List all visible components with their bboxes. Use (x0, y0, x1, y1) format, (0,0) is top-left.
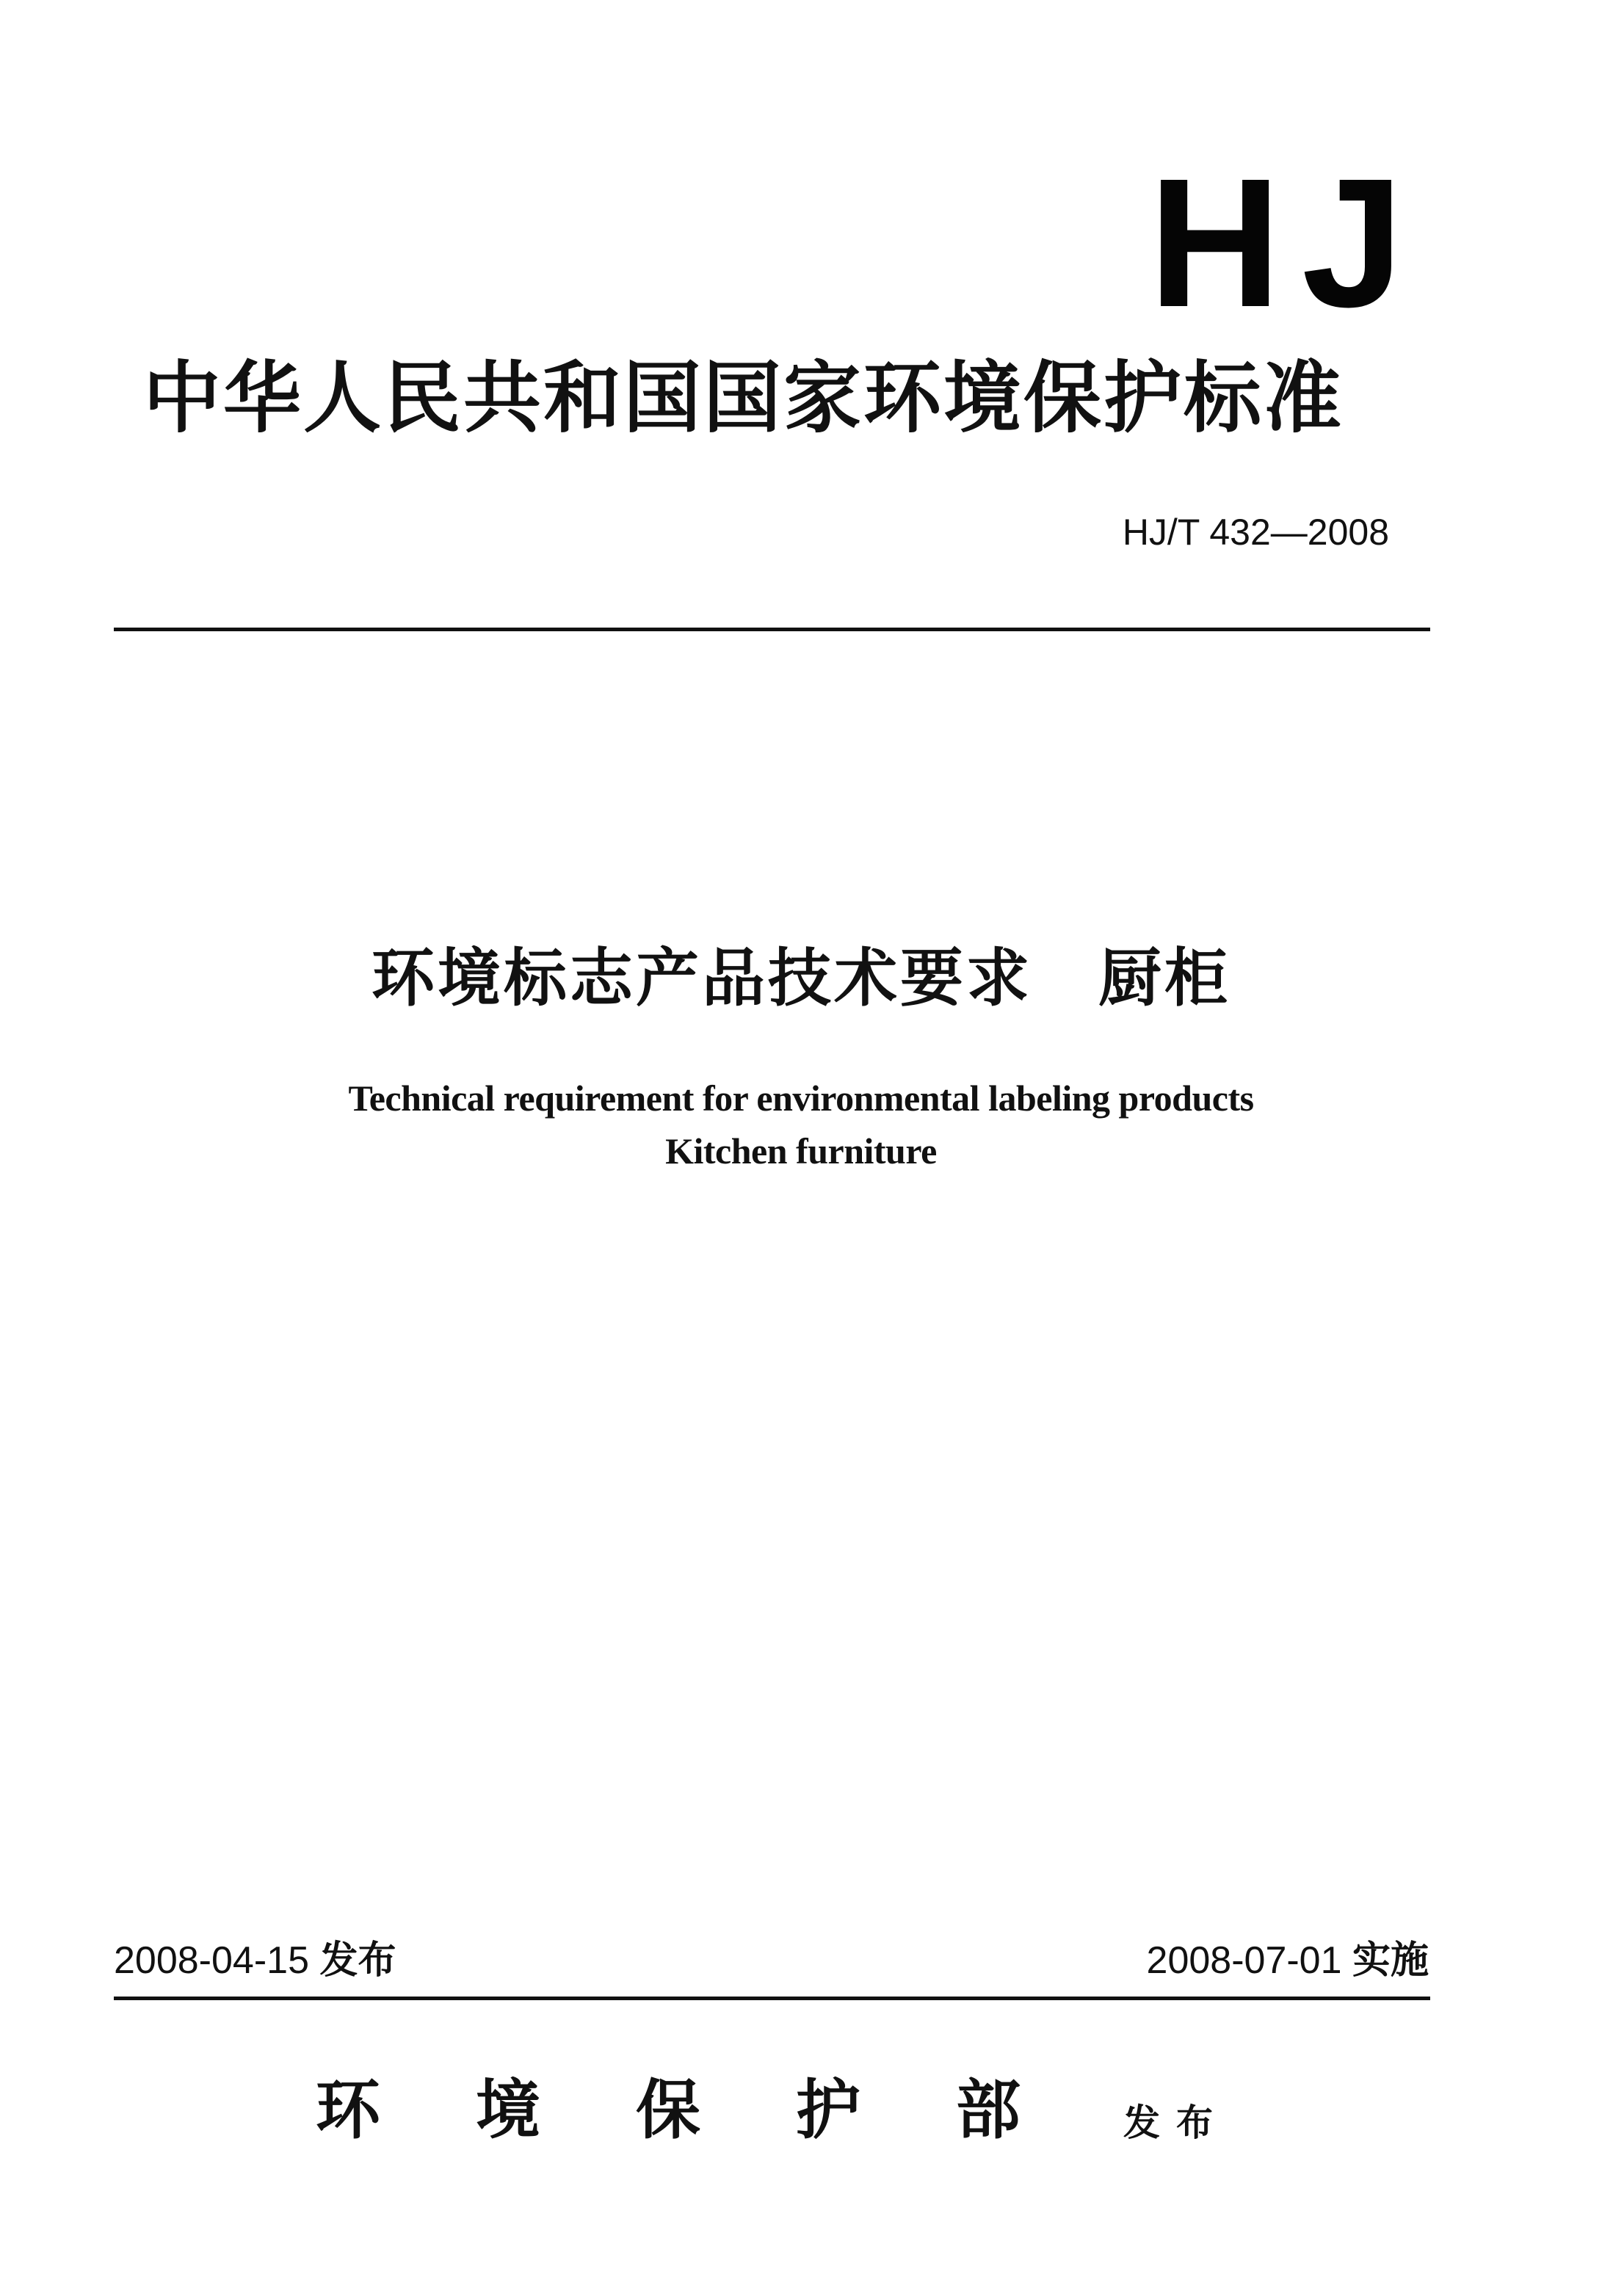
issuing-authority: 环境保护部 (316, 2071, 1117, 2148)
title-english-line1: Technical requirement for environmental labeling products (348, 1078, 1254, 1119)
effective-date: 2008-07-01 (1146, 1939, 1342, 1982)
title-chinese: 环境标志产品技术要求 厨柜 (371, 942, 1231, 1015)
issue-date-label: 发布 (319, 1939, 396, 1983)
standard-code: HJ/T 432—2008 (1122, 512, 1389, 553)
issuing-authority-label: 发布 (1123, 2101, 1229, 2144)
effective-date-block (1147, 1938, 1429, 1983)
issue-date-block (114, 1938, 396, 1983)
issue-date: 2008-04-15 (114, 1939, 309, 1982)
bottom-divider (114, 1997, 1430, 2000)
effective-date-label: 实施 (1352, 1939, 1429, 1983)
title-english-line2: Kitchen furniture (665, 1130, 937, 1171)
top-divider (114, 628, 1430, 631)
standard-type-heading: 中华人民共和国国家环境保护标准 (143, 352, 1344, 443)
hj-logo: HJ (1148, 140, 1424, 345)
